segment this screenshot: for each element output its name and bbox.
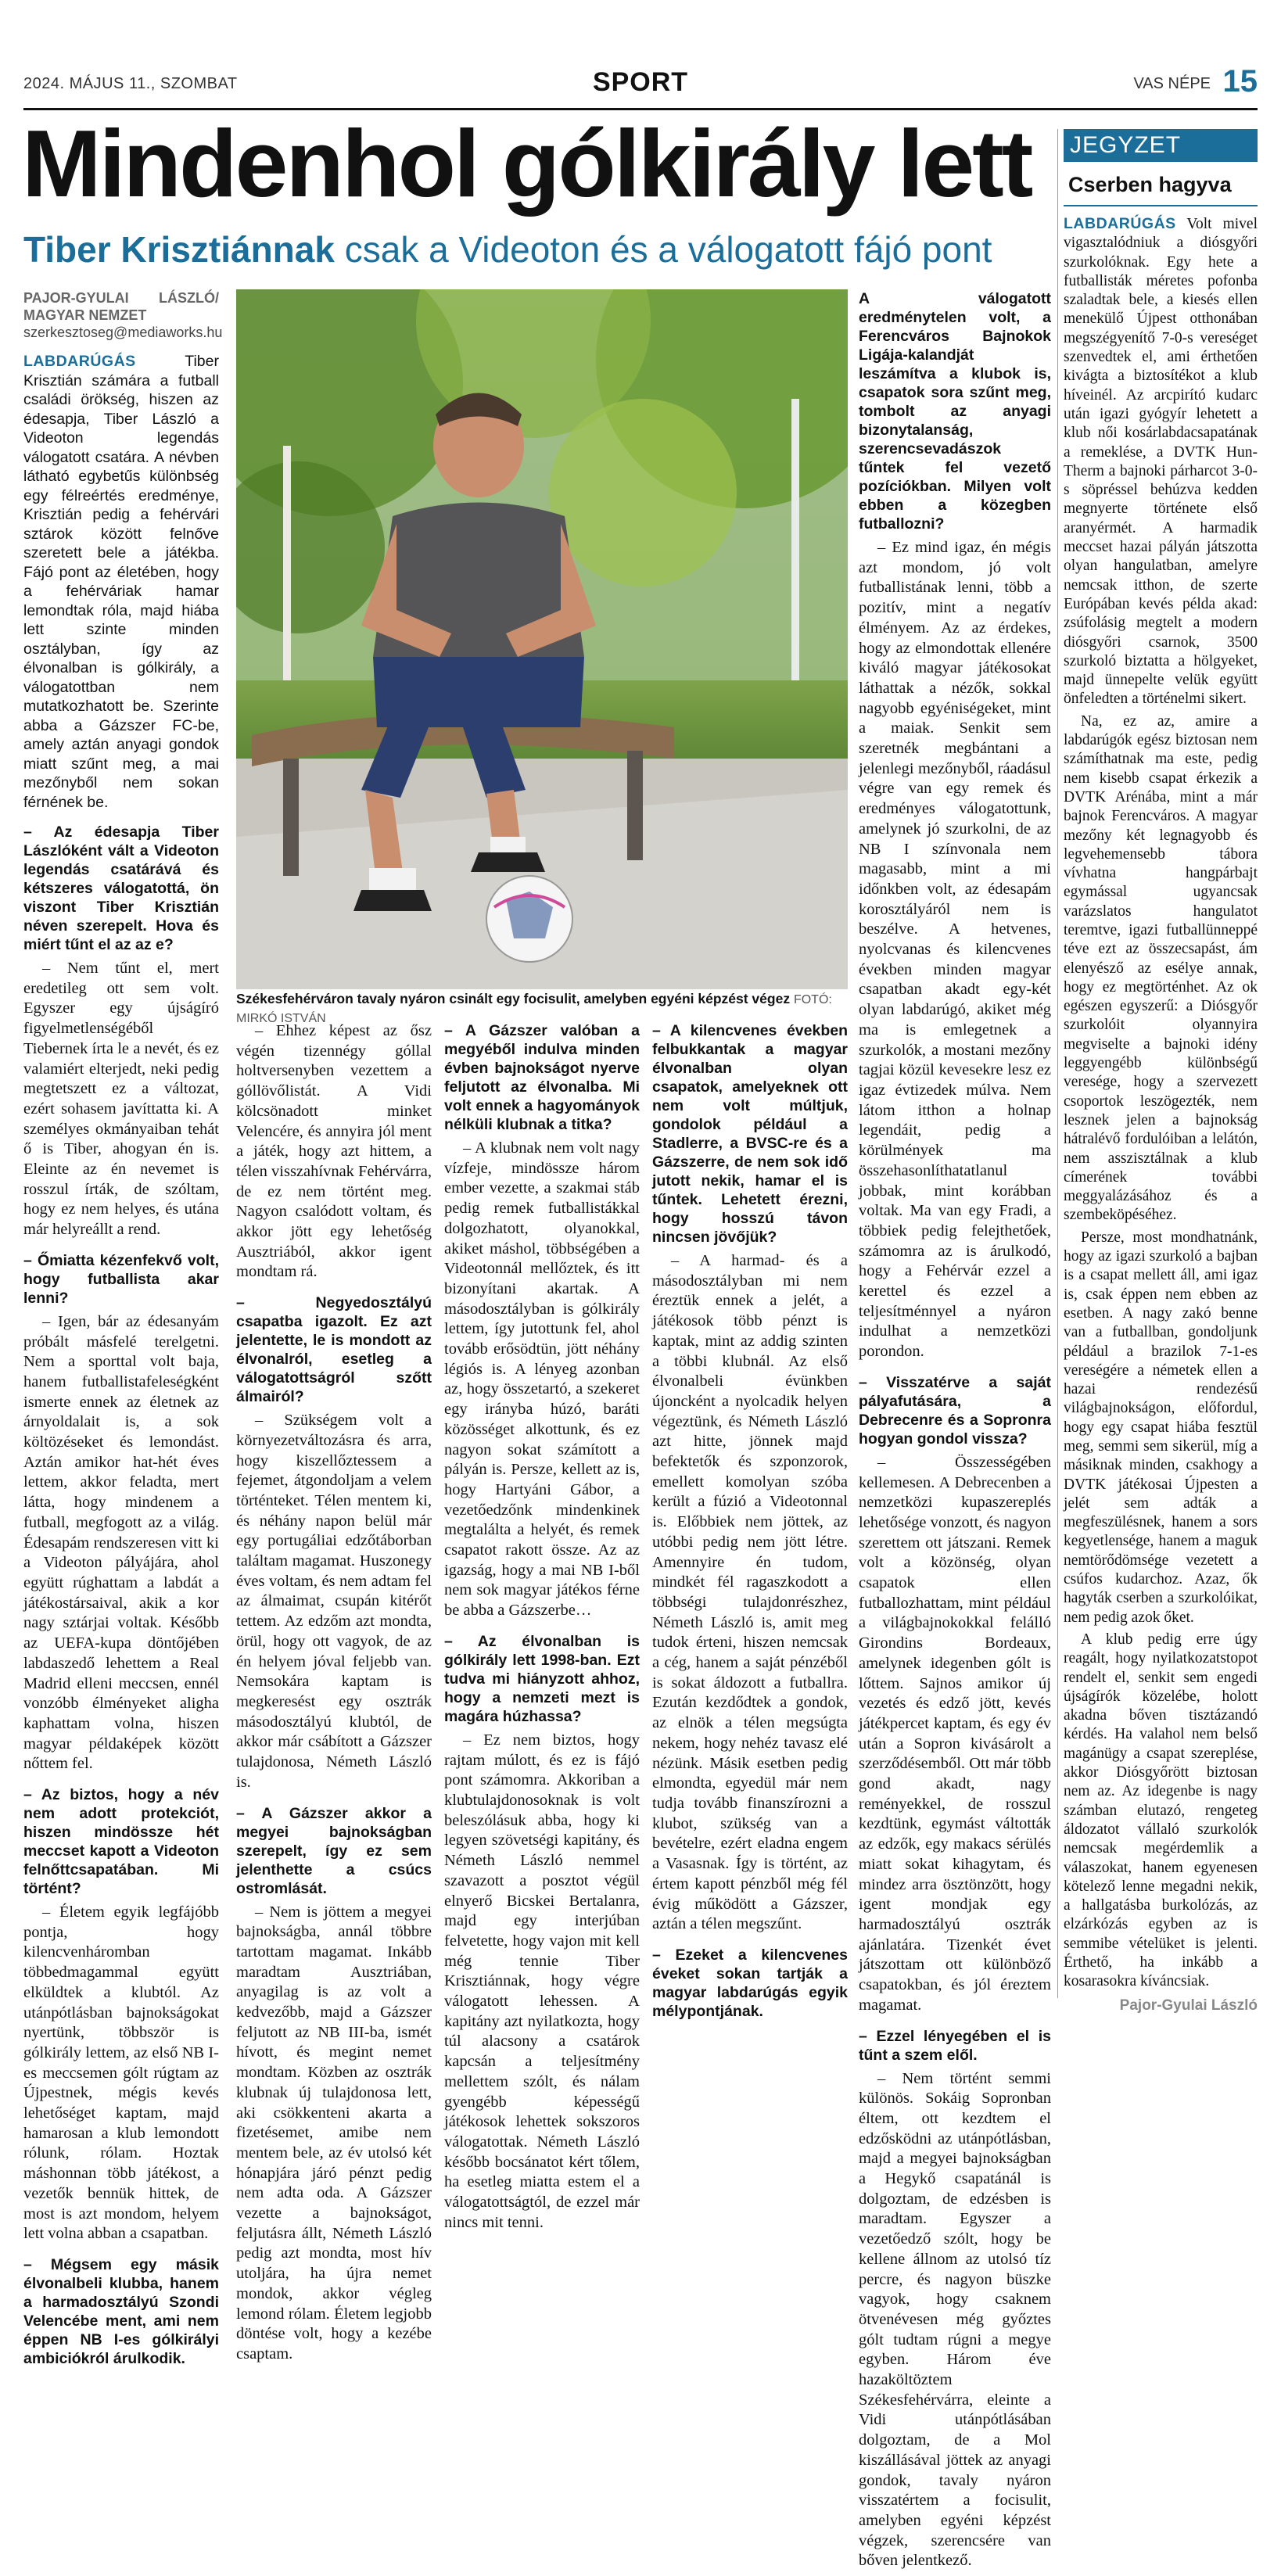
section-title: SPORT <box>592 67 689 97</box>
byline <box>23 289 223 341</box>
sidebar-divider <box>1057 129 1058 1998</box>
newspaper-name: VAS NÉPE <box>1133 75 1211 92</box>
sidebar-p4: A klub pedig erre úgy reagált, hogy nyilatkozatstopot rendelt el, senkit sem engedi újságírók közelébe, holott akadna bőven tisztázandó kérdés. Ha valahol nem belső magánügy a csapat szereplése, akkor Diósgyőrött biztosan nem az. Az idegenbe is nagy számban elutazó, rengeteg áldozatot vállaló szurkolók nemcsak megérdemlik a válaszokat, hanem egyenesen kötelező lenne megadni nekik, a hallgatásba burkolózás, az elzárkózás egyben az is semmibe vételüket is jelenti. Érthető, ha inkább a kosarasokra kíváncsiak. <box>1064 1631 1258 1990</box>
sidebar-p3: Persze, most mondhatnánk, hogy az igazi szurkoló a bajban is a csapat mellett áll, ami igaz is, csak éppen nem ebben az esetben. A nagy zakó benne van a futballban, gondoljunk például a brazilok 7-1-es vereségére a németek ellen a hazai rendezésű világbajnokságon, előfordul, hogy egy csapat hiába fesztül meg, semmi sem sikerül, míg a másiknak minden, csakhogy a DVTK játékosai Újpesten a jelét sem adták a megfeszülésnek, hanem a sors kegyetlensége, hanem a maguk nemtörődömsége vezetett a csúfos kudarchoz. Azaz, ők hagyták cserben a szurkolóikat, nem pedig azok őket. <box>1064 1229 1258 1626</box>
sidebar-p1: Volt mivel vigasztalódniuk a diósgyőri szurkolóknak. Egy hete a futballisták méretes pofonba szaladtak bele, a kiesés ellen menekülő Újpest otthonában megszégyenítő 7-0-s vereséget szenvedtek el, ami érthetően kivágta a biztosítékot a klub híveinél. Az arcpirító kudarc után igazi gyógyír lehetett a klub női kosárlabdacsapatának a remeklése, a DVTK Hun-Therm a bajnoki párharcot 3-0-s söpréssel behúzva kedden megnyerte története első aranyérmét. A harmadik meccset hazai pályán játszotta olyan hangulatban, amelyre nemcsak itthon, de szerte Európában kevés példa akad: zsúfolásig megtelt a modern diósgyőri csarnok, 3500 szurkoló biztatta a hölgyeket, majd ünnepelte velük együtt önfeledten a történelmi sikert. <box>1064 216 1258 708</box>
answer-9: – A harmad- és a másodosztályban mi nem éreztük ennek a jelét, a játékosok több pénzt is kaptak, mint az addig szinten a többi klubnál. Az első élvonalbeli évünkben újoncként a nyolcadik helyen végeztünk, és Németh László azt hitte, jönnek majd befektetők és szponzorok, emellett komolyan szóba került a fúzió a Videotonnal is. Előbbiek nem jöttek, az utóbbi pedig nem jött létre. Amennyire én tudom, mindkét fél ragaszkodott a többségi tulajdonrészhez, Németh László is, amit meg tudok érteni, hiszen nemcsak a cég, hanem a saját pénzéből is sokat áldozott a futballra. Ezután kezdődtek a gondok, az elnök a télen megsúgta nekem, hogy nehéz tavasz elé nézünk. Másik esetben pedig elmondta, egyedül már nem tudja tovább finanszírozni a klubot, szükség van a bevételre, ezért eladna engem a Vasasnak. Így is történt, az értem kapott pénzből még fél évig működött a Gázszer, aztán a télen megszűnt. <box>652 1252 848 1933</box>
column-3 <box>444 1021 640 2237</box>
answer-12: – Összességében kellemesen. A Debrecenben a nemzetközi kupaszereplés lehetősége vonzott, és nagyon szerettem ott játszani. Remek volt a közönség, olyan csapatok ellen futballozhattam, mint például a világbajnokokkal felálló Girondins Bordeaux, amelynek idegenben gólt is lőttem. Sajnos amikor új vezetés és edző jött, kevés játékpercet kaptam, és egy év után a Sopron kivásárolt a szerződésemből. Ott már több gond akadt, nagy reményekkel, de rosszul kezdtünk, egymást váltották az edzők, egy makacs sérülés miatt sokat kihagytam, és mindez arra ösztönzött, hogy igent mondjak egy harmadosztályú osztrák ajánlatára. Tizenkét évet játszottam ott különböző csapatokban, és jól éreztem magamat. <box>859 1453 1051 2014</box>
sidebar-title: Cserben hagyva <box>1068 173 1232 196</box>
article-lead <box>23 352 219 812</box>
byline-email: szerkesztoseg@mediaworks.hu <box>23 325 223 340</box>
column-1 <box>23 289 223 2373</box>
sidebar-rule <box>1064 205 1258 206</box>
article-photo <box>236 289 848 989</box>
answer-11: – Ez mind igaz, én mégis azt mondom, jó volt futballistának lenni, több a pozitív, mint a negatív élményem. Az az érdekes, hogy az elmondottak ellenére kiváló magyar játékosokat láthattak a nézők, sokkal nagyobb egyéniségeket, mint a maiak. Senkit sem szeretnék megbántani a jelenlegi mezőnyből, ráadásul végre van egy remek és eredményes válogatottunk, amelynek jó szurkolni, de az NB I színvonala nem magasabb, mint a mi időnkben volt, az édesapám korosztályáról nem is beszélve. A hetvenes, nyolcvanas és kilencvenes években minden magyar csapatban akadt egy-két olyan labdarúgó, akiket még ma is emlegetnek a szurkolók, a mostani mezőny tagjai közül kevesekre lesz ez igaz évtizedek múlva. Nem látom itthon a holnap legendáit, pedig a körülmények ma összehasonlíthatatlanul jobbak, mint korábban voltak. Ma van egy Fradi, a többiek pedig felejthetőek, számomra az is árulkodó, hogy a Fehérvár ezzel a kerettel és ezzel a teljesítménnyel a nyáron indulhat a nemzetközi porondon. <box>859 539 1051 1361</box>
sidebar-p2: Na, ez az, amire a labdarúgók egész biztosan nem számíthatnak ma este, pedig nem kisebb csapat érkezik a DVTK Arénába, mint a már bajnok Ferencváros. A magyar mezőny két legnagyobb és legvehemensebb tábora vívhatna hangpárbajt egymással ugyancsak varázslatos hangulatot teremtve, igazi futballünneppé téve ezt az összecsapást, ám elenyésző az esélye annak, hogy ez megtörténhet. Az ok egészen egyszerű: a Diósgyőr szurkolóit olyannyira megviselte a bajnoki idény leggyengébb különbségű veresége, hogy a szervezett csoportok leszögezték, nem lesznek jelen a bajnokság hátralévő fordulóiban a lelátón, nem asszisztálnak a klub címerének további meggyalázásához és a szembeköpéséhez. <box>1064 712 1258 1224</box>
question-13: – Ezzel lényegében el is tűnt a szem elől. <box>859 2027 1051 2064</box>
answer-5: – Szükségem volt a környezetváltozásra és arra, hogy kiszellőztessem a fejemet, átgondoljam a velem történteket. Télen mentem ki, és néhány napon belül már egy portugáliai edzőtáborban találtam magamat. Huszonegy éves voltam, és nem adtam fel az álmaimat, csupán kitérőt tettem. Az edzőm azt mondta, örül, hogy ott vagyok, de az én helyem jóval feljebb van. Nemsokára kaptam is megkeresést egy osztrák másodosztályú klubtól, de akkor már csábított a Gázszer tulajdonosa, Németh László is. <box>236 1412 432 1791</box>
issue-date: 2024. MÁJUS 11., SZOMBAT <box>23 75 238 92</box>
column-4 <box>859 289 1051 2576</box>
answer-6: – Nem is jöttem a megyei bajnokságba, annál többre tartottam magamat. Inkább maradtam Ausztriában, anyagilag is az volt a kedvezőbb, majd a Gázszer feljutott az NB III-ba, ismét hívott, és megint nemet mondtam. Közben az osztrák klubnak új tulajdonosa lett, aki csökkenteni akarta a fizetésemet, amibe nem mentem bele, az év utolsó két hónapjára járó pénzt pedig nem adta oda. A Gázszer vezette a bajnokságot, feljutásra állt, Németh László pedig azt mondta, most hív utoljára, ha újra nemet mondok, akkor végleg lemond rólam. Életem legjobb döntése volt, hogy a kezébe csaptam. <box>236 1903 432 2363</box>
answer-7: – A klubnak nem volt nagy vízfeje, mindössze három ember vezette, a szakmai stáb pedig remek futballistákkal dolgozhatott, olyanokkal, akiket máshol, többségében a Videotonnál mellőztek, és itt bizonyítani akartak. A másodosztályban is gólkirály lettem, így jutottunk fel, ahol tovább erősödtün, jött néhány légiós is. A lényeg azonban az, hogy összetartó, a szekeret egy irányba húzó, baráti közösséget alkottunk, és ez nagyon sokat számított a pályán is. Persze, kellett az is, hogy Hartyáni Gábor, a vezetőedzőnk mindenkinek megtalálta a helyét, és remek csapatot rakott össze. Az az igazság, hogy a mai NB I-ből nem sok magyar játékos férne be abba a Gázszerbe… <box>444 1139 640 1620</box>
sidebar-commentary <box>1064 129 1258 2015</box>
question-9: – A kilencvenes években felbukkantak a magyar élvonalban olyan csapatok, amelyeknek ott nem volt múltjuk, gondolok például a Stadlerre, a BVSC-re és a Gázszerre, de nem sok idő jutott nekik, hamar el is tűntek. Lehetett érezni, hogy hosszú távon nincsen jövőjük? <box>652 1022 848 1246</box>
page-number: 15 <box>1222 64 1258 99</box>
sidebar-kicker: LABDARÚGÁS <box>1064 215 1176 232</box>
question-8: – Az élvonalban is gólkirály lett 1998-ban. Ezt tudva mi hiányzott ahhoz, hogy a nemzeti mezt is magára húzhassa? <box>444 1632 640 1725</box>
question-7: – A Gázszer valóban a megyéből indulva minden évben bajnokságot nyerve feljutott az élvonalba. Mi volt ennek a hagyományok nélküli klubnak a titka? <box>444 1022 640 1133</box>
answer-3: – Életem egyik legfájóbb pontja, hogy kilencvenháromban többedmagammal együtt elküldtek a klubtól. Az utánpótlásban bajnokságokat nyertünk, többször is gólkirály lettem, az első NB I-es meccsemen gólt rúgtam az Újpestnek, mégis kevés lehetőséget kaptam, majd hamarosan a klub lemondott rólunk, rólam. Hoztak máshonnan több játékost, a vezetők bennük hittek, de most is azt mondom, helyem lett volna abban a csapatban. <box>23 1903 219 2243</box>
question-5: – Negyedosztályú csapatba igazolt. Ez azt jelentette, le is mondott az élvonalról, esetleg a válogatottságról szőtt álmairól? <box>236 1294 432 1406</box>
lead-kicker: LABDARÚGÁS <box>23 353 136 370</box>
question-3: – Az biztos, hogy a név nem adott protekciót, hiszen mindössze hét meccset kapott a Videoton felnőttcsapatában. Mi történt? <box>23 1786 219 1898</box>
sidebar-paragraph <box>1064 214 1258 709</box>
column-3b <box>652 1021 848 2025</box>
lead-text: Tiber Krisztián számára a futball családi örökség, hiszen az édesapja, Tiber László a Videoton legendás válogatott csatára. A névben látható egybetűs különbség egy félreértés eredménye, Krisztián pedig a fehérvári sztárok között felnőve szeretett bele a játékba. Fájó pont az életében, hogy a fehérváriak hamar lemondtak róla, majd hiába lett szinte minden osztályban, így az élvonalban is gólkirály, a válogatottban nem mutatkozhatott be. Szerinte abba a Gázszer FC-be, amely aztán anyagi gondok miatt szűnt meg, a mai mezőnyből nem sokan férnének be. <box>23 353 219 811</box>
question-6: – A Gázszer akkor a megyei bajnokságban szerepelt, így ez sem jelenthette a csúcs ostromlását. <box>236 1804 432 1897</box>
question-11: A válogatott eredménytelen volt, a Ferencváros Bajnokok Ligája-kalandját leszámítva a klubok is, csapatok sora szűnt meg, tombolt az anyagi bizonytalanság, szerencsevadászok tűntek fel vezető pozíciókban. Milyen volt ebben a közegben futballozni? <box>859 290 1051 533</box>
question-4: – Mégsem egy másik élvonalbeli klubba, hanem a harmadosztályú Szondi Velencébe ment, ami nem éppen NB I-es gólkirályi ambiciókról árulkodik. <box>23 2255 219 2367</box>
question-10: – Ezeket a kilencvenes éveket sokan tartják a magyar labdarúgás egyik mélypontjának. <box>652 1946 848 2020</box>
article-headline: Mindenhol gólkirály lett <box>22 110 1032 217</box>
article-subhead <box>23 228 1056 271</box>
byline-author: PAJOR-GYULAI LÁSZLÓ/ MAGYAR NEMZET <box>23 290 219 323</box>
answer-13: – Nem történt semmi különös. Sokáig Sopronban éltem, ott kezdtem el edzősködni az utánpótlásban, majd a megyei bajnokságban a Hegykő csapatánál is dolgoztam, de edzésben is maradtam. Egyszer a vezetőedző szólt, hogy be kellene állnom az utolsó tíz percre, és nagyon büszke vagyok, hogy csaknem ötvenévesen még győztes gólt tudtam rúgni a megye egyben. Három éve hazaköltöztem Székesfehérvárra, eleinte a Vidi utánpótlásában dolgoztam, de a Mol kiszállásával jöttek az anyagi gondok, tavaly nyáron visszatértem a focisulit, amelyben egyéni képzést végzek, szerencsére van bőven jelentkező. <box>859 2069 1051 2570</box>
sidebar-signature: Pajor-Gyulai László <box>1119 1997 1258 2014</box>
sidebar-label: JEGYZET <box>1064 129 1258 162</box>
caption-text: Székesfehérváron tavaly nyáron csinált egy focisulit, amelyben egyéni képzést végez <box>236 991 791 1006</box>
answer-1: – Nem tűnt el, mert eredetileg ott sem volt. Egyszer egy újságíró figyelmetlenségéből Tiebernek írta le a nevét, és ez valamiért elterjedt, neki pedig megtetszett ez a változat, ezért sohasem javíttatta ki. A személyes okmányaiban tehát ő is Tiber, ahogyan én is. Eleinte az én nevemet is rosszul írták, de szóltam, hogy ez nem helyes, és utána már helyreállt a rend. <box>23 960 219 1239</box>
answer-2: – Igen, bár az édesanyám próbált másfelé terelgetni. Nem a sporttal volt baja, hanem futballistafeleségként ismerte ennek az életnek az árnyoldalait is, a sok költözéseket és lemondást. Aztán amikor hat-hét éves lettem, akkor feladta, mert látta, hogy mindenem a futball, megfogott az a világ. Édesapám rendszeresen vitt ki a Videoton pályájára, ahol együtt rúghattam a labdát a játékostársaival, akik a kor nagy sztárjai voltak. Később az UEFA-kupa döntőjében labdaszedő lehettem a Real Madrid elleni meccsen, ennél vonzóbb élményeket aligha kaphattam volna, hiszen magyar példaképek között nőttem fel. <box>23 1312 219 1773</box>
subhead-rest: csak a Videoton és a válogatott fájó pont <box>334 229 992 270</box>
question-2: – Őmiatta kézenfekvő volt, hogy futballista akar lenni? <box>23 1251 219 1307</box>
answer-4: – Ehhez képest az ősz végén tizennégy góllal holtversenyben vezettem a góllövőlistát. A Vidi kölcsönadott minket Velencére, és annyira jól ment a játék, hogy azt hittem, a télen visszahívnak Fehérvárra, de ez nem történt meg. Nagyon csalódott voltam, és akkor jött egy lehetőség Ausztriából, akkor igent mondtam rá. <box>236 1022 432 1281</box>
sidebar-body <box>1064 214 1258 2015</box>
answer-8: – Ez nem biztos, hogy rajtam múlott, és ez is fájó pont számomra. Akkoriban a klubtulajdonosoknak is volt beleszólásuk abba, hogy ki legyen szövetségi kapitány, és Németh László nemmel szavazott a posztot végül elnyerő Bicskei Bertalanra, majd egy interjúban felvetette, hogy vajon mit kell még tennie Tiber Krisztiánnak, hogy végre válogatott lehessen. A kapitány azt nyilatkozta, hogy túl alacsony a csatárok kapcsán a teljesítmény mellettem szólt, és nálam gyengébb képességű játékosok lehettek sokszoros válogatottak. Németh László később bocsánatot kért tőlem, ha esetleg miatta estem el a válogatottságtól, de ezzel már nincs mit tenni. <box>444 1731 640 2231</box>
photo-footballer-on-bench <box>236 289 848 989</box>
photo-credit: FOTÓ: MIRKÓ ISTVÁN <box>236 993 832 1025</box>
column-2 <box>236 1021 432 2370</box>
question-1: – Az édesapja Tiber Lászlóként vált a Videoton legendás csatárává és kétszeres válogatottá, ön viszont Tiber Krisztián néven szerepelt. Hova és miért tűnt el az az e? <box>23 823 219 953</box>
question-12: – Visszatérve a saját pályafutására, a Debrecenre és a Sopronra hogyan gondol vissza? <box>859 1373 1051 1448</box>
page-header <box>23 61 1258 106</box>
subhead-name: Tiber Krisztiánnak <box>23 229 335 270</box>
